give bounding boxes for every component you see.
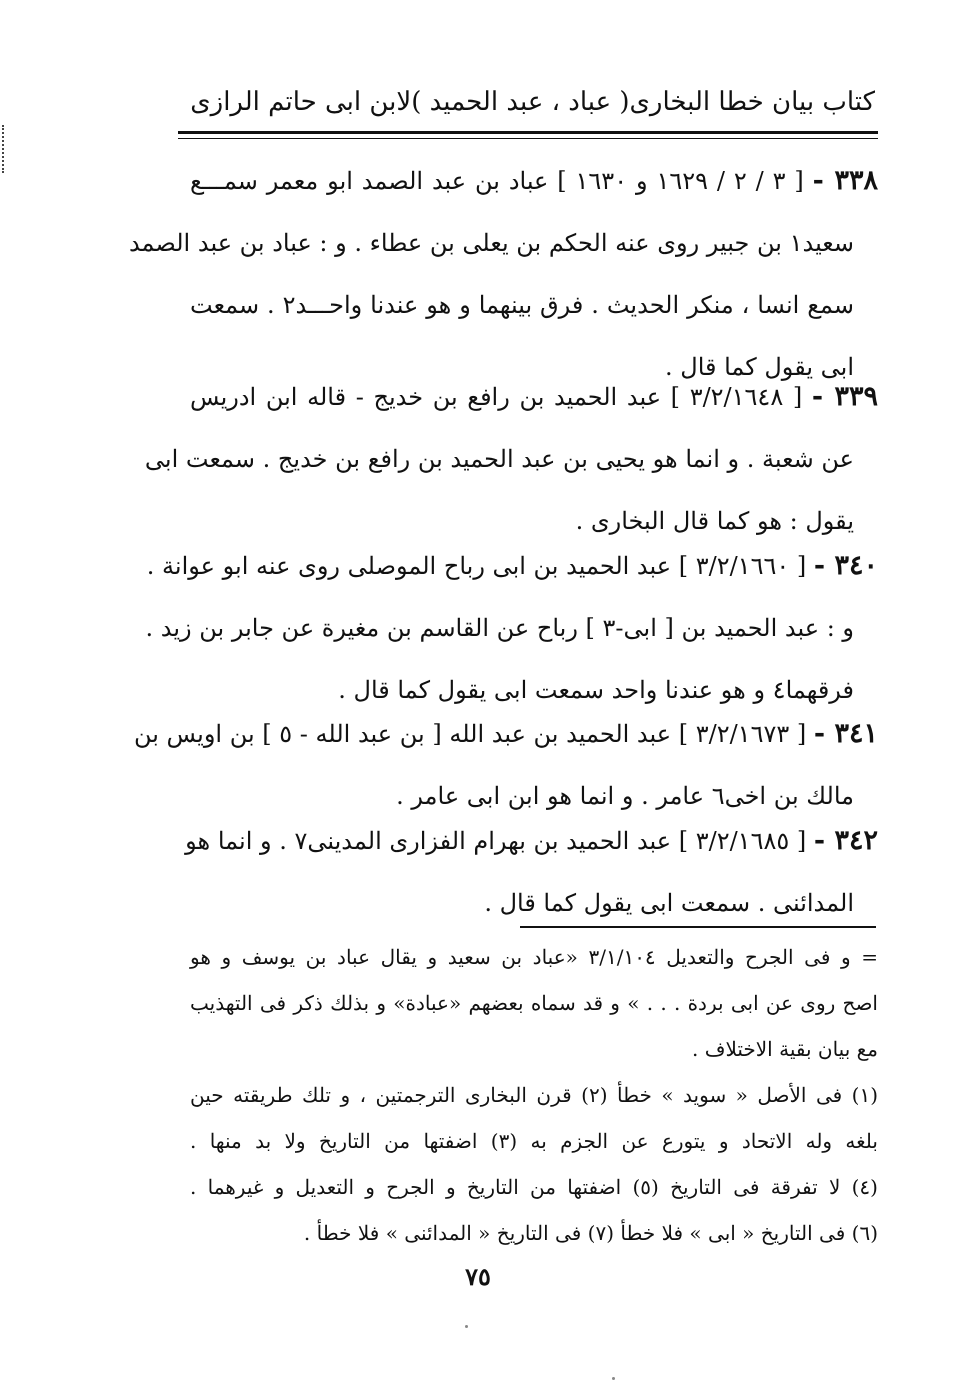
scan-speck bbox=[612, 1377, 615, 1380]
entry-line bbox=[133, 703, 878, 765]
header-rule-thick bbox=[178, 131, 878, 134]
footnote-line: اصح روى عن ابى بردة . . . » و قد سماه بعضهم «عبادة» و بذلك ذكر فى التهذيب bbox=[190, 991, 878, 1015]
running-header bbox=[190, 80, 875, 124]
entry-line bbox=[146, 535, 878, 597]
footnote-line: (٦) فى التاريخ « ابى » فلا خطأ (٧) فى التاريخ « المدائنى » فلا خطأ . bbox=[303, 1221, 878, 1245]
entry-line: فرقهما٤ و هو عندنا واحد سمعت ابى يقول كما قال . bbox=[338, 676, 854, 704]
header-book-title: كتاب بيان خطا البخارى bbox=[629, 87, 875, 117]
entry-341 bbox=[133, 703, 878, 827]
entry-line bbox=[185, 810, 878, 872]
entry-339 bbox=[144, 366, 878, 552]
entry-line bbox=[190, 150, 878, 212]
entry-342 bbox=[185, 810, 878, 934]
header-rule-thin bbox=[178, 138, 878, 139]
page-number: ٧٥ bbox=[465, 1262, 491, 1291]
entry-338 bbox=[128, 150, 879, 398]
entry-line: عن شعبة . و انما هو يحيى بن عبد الحميد بن رافع بن خديج . سمعت ابى bbox=[144, 445, 854, 473]
entry-line bbox=[190, 366, 878, 428]
entry-line: المدائنى . سمعت ابى يقول كما قال . bbox=[484, 889, 854, 917]
entry-340 bbox=[145, 535, 878, 721]
header-section: ( عباد ، عبد الحميد ) bbox=[411, 87, 630, 117]
entry-number: ٣٤١ - bbox=[813, 718, 878, 749]
entry-number: ٣٤٢ - bbox=[813, 825, 878, 856]
entry-text: [ ٣/٢/١٦٨٥ ] عبد الحميد بن بهرام الفزارى المدينى٧ . و انما هو bbox=[185, 827, 807, 855]
footnote-rule bbox=[520, 926, 876, 928]
margin-dots bbox=[2, 125, 6, 173]
entry-line: مالك بن اخى٦ عامر . و انما هو ابن ابى عامر . bbox=[396, 782, 854, 810]
entry-number: ٣٣٨ - bbox=[812, 165, 879, 196]
entry-text: [ ٣/٢/١٦٧٣ ] عبد الحميد بن عبد الله [ بن عبد الله - ٥ ] بن اويس بن bbox=[133, 720, 807, 748]
entry-line: ابى يقول كما قال . bbox=[665, 353, 854, 381]
entry-number: ٣٣٩ - bbox=[811, 381, 878, 412]
entry-line: و : عبد الحميد بن [ ابى-٣ ] رباح عن القاسم بن مغيرة عن جابر بن زيد . bbox=[145, 614, 854, 642]
header-author: لابن ابى حاتم الرازى bbox=[190, 87, 412, 117]
entry-line: سعيد١ بن جبير روى عنه الحكم بن يعلى بن عطاء . و : عباد بن عبد الصمد bbox=[128, 229, 854, 257]
footnotes bbox=[190, 934, 878, 1256]
entry-text: [ ٣ / ٢ / ١٦٢٩ و ١٦٣٠ ] عباد بن عبد الصمد ابو معمر سمـــع bbox=[190, 167, 804, 195]
footnote-line: (١) فى الأصل « سويد » خطأ (٢) قرن البخارى الترجمتين ، و تلك طريقته حين bbox=[190, 1083, 879, 1107]
footnote-line: = و فى الجرح والتعديل ٣/١/١٠٤ «عباد بن سعيد و يقال عباد بن يوسف و هو bbox=[190, 945, 878, 969]
entry-line: يقول : هو كما قال البخارى . bbox=[575, 507, 854, 535]
entry-text: [ ٣/٢/١٦٦٠ ] عبد الحميد بن ابى رباح الموصلى روى عنه ابو عوانة . bbox=[146, 552, 807, 580]
footnote-line: مع بيان بقية الاختلاف . bbox=[692, 1037, 878, 1061]
scan-speck bbox=[465, 1325, 468, 1328]
footnote-line: (٤) لا تفرقة فى التاريخ (٥) اضفتها من التاريخ و الجرح و التعديل و غيرهما . bbox=[190, 1175, 878, 1199]
entry-line: سمع انسا ، منكر الحديث . فرق بينهما و هو عندنا واحـــد٢ . سمعت bbox=[190, 291, 854, 319]
entry-number: ٣٤٠ - bbox=[813, 550, 878, 581]
footnote-line: بلغه وله الاتحاد و يتورع عن الجزم به (٣) اضفتها من التاريخ ولا بد منها . bbox=[190, 1129, 878, 1153]
entry-text: [ ٣/٢/١٦٤٨ ] عبد الحميد بن رافع بن خديج - قاله ابن ادريس bbox=[190, 383, 803, 411]
